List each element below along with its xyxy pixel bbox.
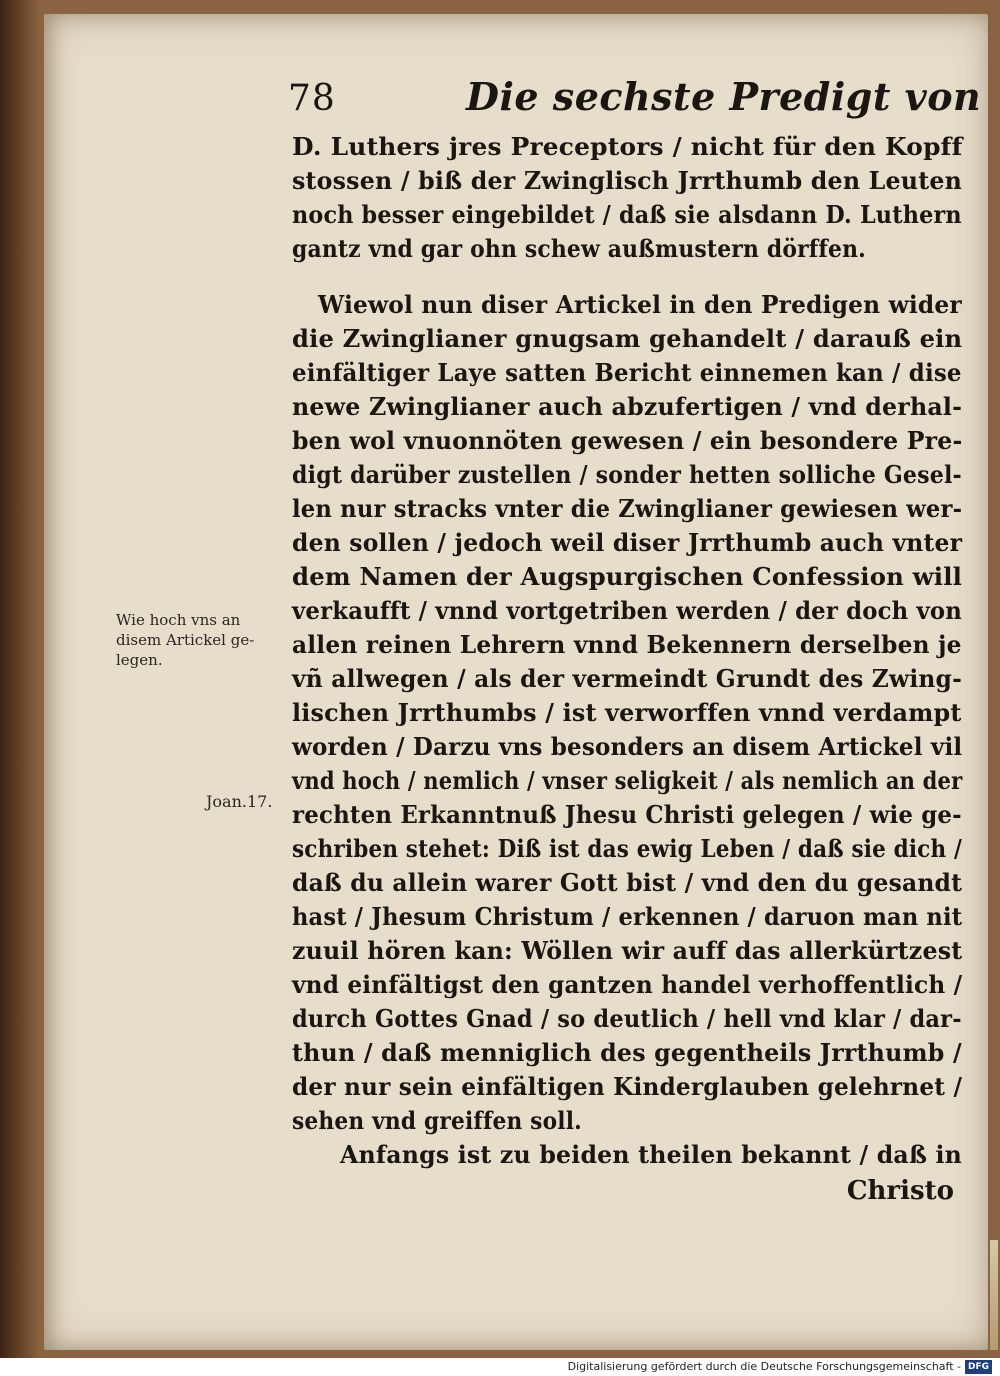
text-line: Wiewol nun diser Artickel in den Predigen wider: [318, 290, 962, 319]
text-line: vñ allwegen / als der vermeindt Grundt des Zwing-: [292, 664, 962, 693]
text-line: die Zwinglianer gnugsam gehandelt / darauß ein: [292, 324, 963, 353]
text-line: lischen Jrrthumbs / ist verworffen vnnd verdampt: [292, 698, 962, 727]
text-line: noch besser eingebildet / daß sie alsdann D. Luthern: [292, 200, 962, 229]
text-line: zuuil hören kan: Wöllen wir auff das allerkürtzest: [292, 936, 963, 965]
catchword: Christo: [846, 1176, 954, 1206]
margin-note-line: Wie hoch vns an: [116, 611, 241, 629]
text-line: daß du allein warer Gott bist / vnd den du gesandt: [292, 868, 963, 897]
text-line: stossen / biß der Zwinglisch Jrrthumb den Leuten: [292, 166, 963, 195]
text-line: rechten Erkanntnuß Jhesu Christi gelegen / wie ge-: [292, 800, 962, 829]
margin-note-scripture-ref: Joan.17.: [206, 792, 273, 811]
text-line: D. Luthers jres Preceptors / nicht für den Kopff: [292, 132, 963, 161]
text-line: vnd einfältigst den gantzen handel verhoffentlich /: [292, 970, 963, 999]
footer-bar: [0, 1358, 1000, 1376]
text-line: einfältiger Laye satten Bericht einnemen kan / dise: [292, 358, 962, 387]
text-line: sehen vnd greiffen soll.: [292, 1106, 582, 1135]
footer-credit: Digitalisierung gefördert durch die Deutsche Forschungsgemeinschaft -: [567, 1360, 961, 1373]
text-line: ben wol vnuonnöten gewesen / ein besondere Pre-: [292, 426, 963, 455]
text-line: Anfangs ist zu beiden theilen bekannt / daß in: [340, 1140, 963, 1169]
text-line: schriben stehet: Diß ist das ewig Leben / daß sie dich /: [292, 834, 962, 863]
text-line: den sollen / jedoch weil diser Jrrthumb auch vnter: [292, 528, 963, 557]
text-line: len nur stracks vnter die Zwinglianer gewiesen wer-: [292, 494, 963, 523]
dfg-logo: DFG: [965, 1360, 992, 1374]
text-line: worden / Darzu vns besonders an disem Artickel vil: [292, 732, 963, 761]
text-line: vnd hoch / nemlich / vnser seligkeit / als nemlich an der: [292, 766, 963, 795]
margin-note-line: legen.: [116, 651, 163, 669]
page-number: 78: [288, 78, 336, 119]
text-line: digt darüber zustellen / sonder hetten solliche Gesel-: [292, 460, 962, 489]
text-line: allen reinen Lehrern vnnd Bekennern derselben je: [292, 630, 962, 659]
margin-note-importance: [116, 610, 254, 670]
scan-edge-strip: [990, 1240, 998, 1350]
text-line: gantz vnd gar ohn schew außmustern dörffen.: [292, 234, 866, 263]
text-line: der nur sein einfältigen Kinderglauben gelehrnet /: [292, 1072, 963, 1101]
text-line: thun / daß menniglich des gegentheils Jrrthumb /: [292, 1038, 962, 1067]
text-line: dem Namen der Augspurgischen Confession will: [292, 562, 963, 591]
text-line: newe Zwinglianer auch abzufertigen / vnd derhal-: [292, 392, 963, 421]
text-line: hast / Jhesum Christum / erkennen / daruon man nit: [292, 902, 963, 931]
running-head: Die sechste Predigt von: [466, 74, 982, 119]
text-line: verkaufft / vnnd vortgetriben werden / der doch von: [292, 596, 963, 625]
text-line: durch Gottes Gnad / so deutlich / hell vnd klar / dar-: [292, 1004, 962, 1033]
margin-note-line: disem Artickel ge-: [116, 631, 255, 649]
